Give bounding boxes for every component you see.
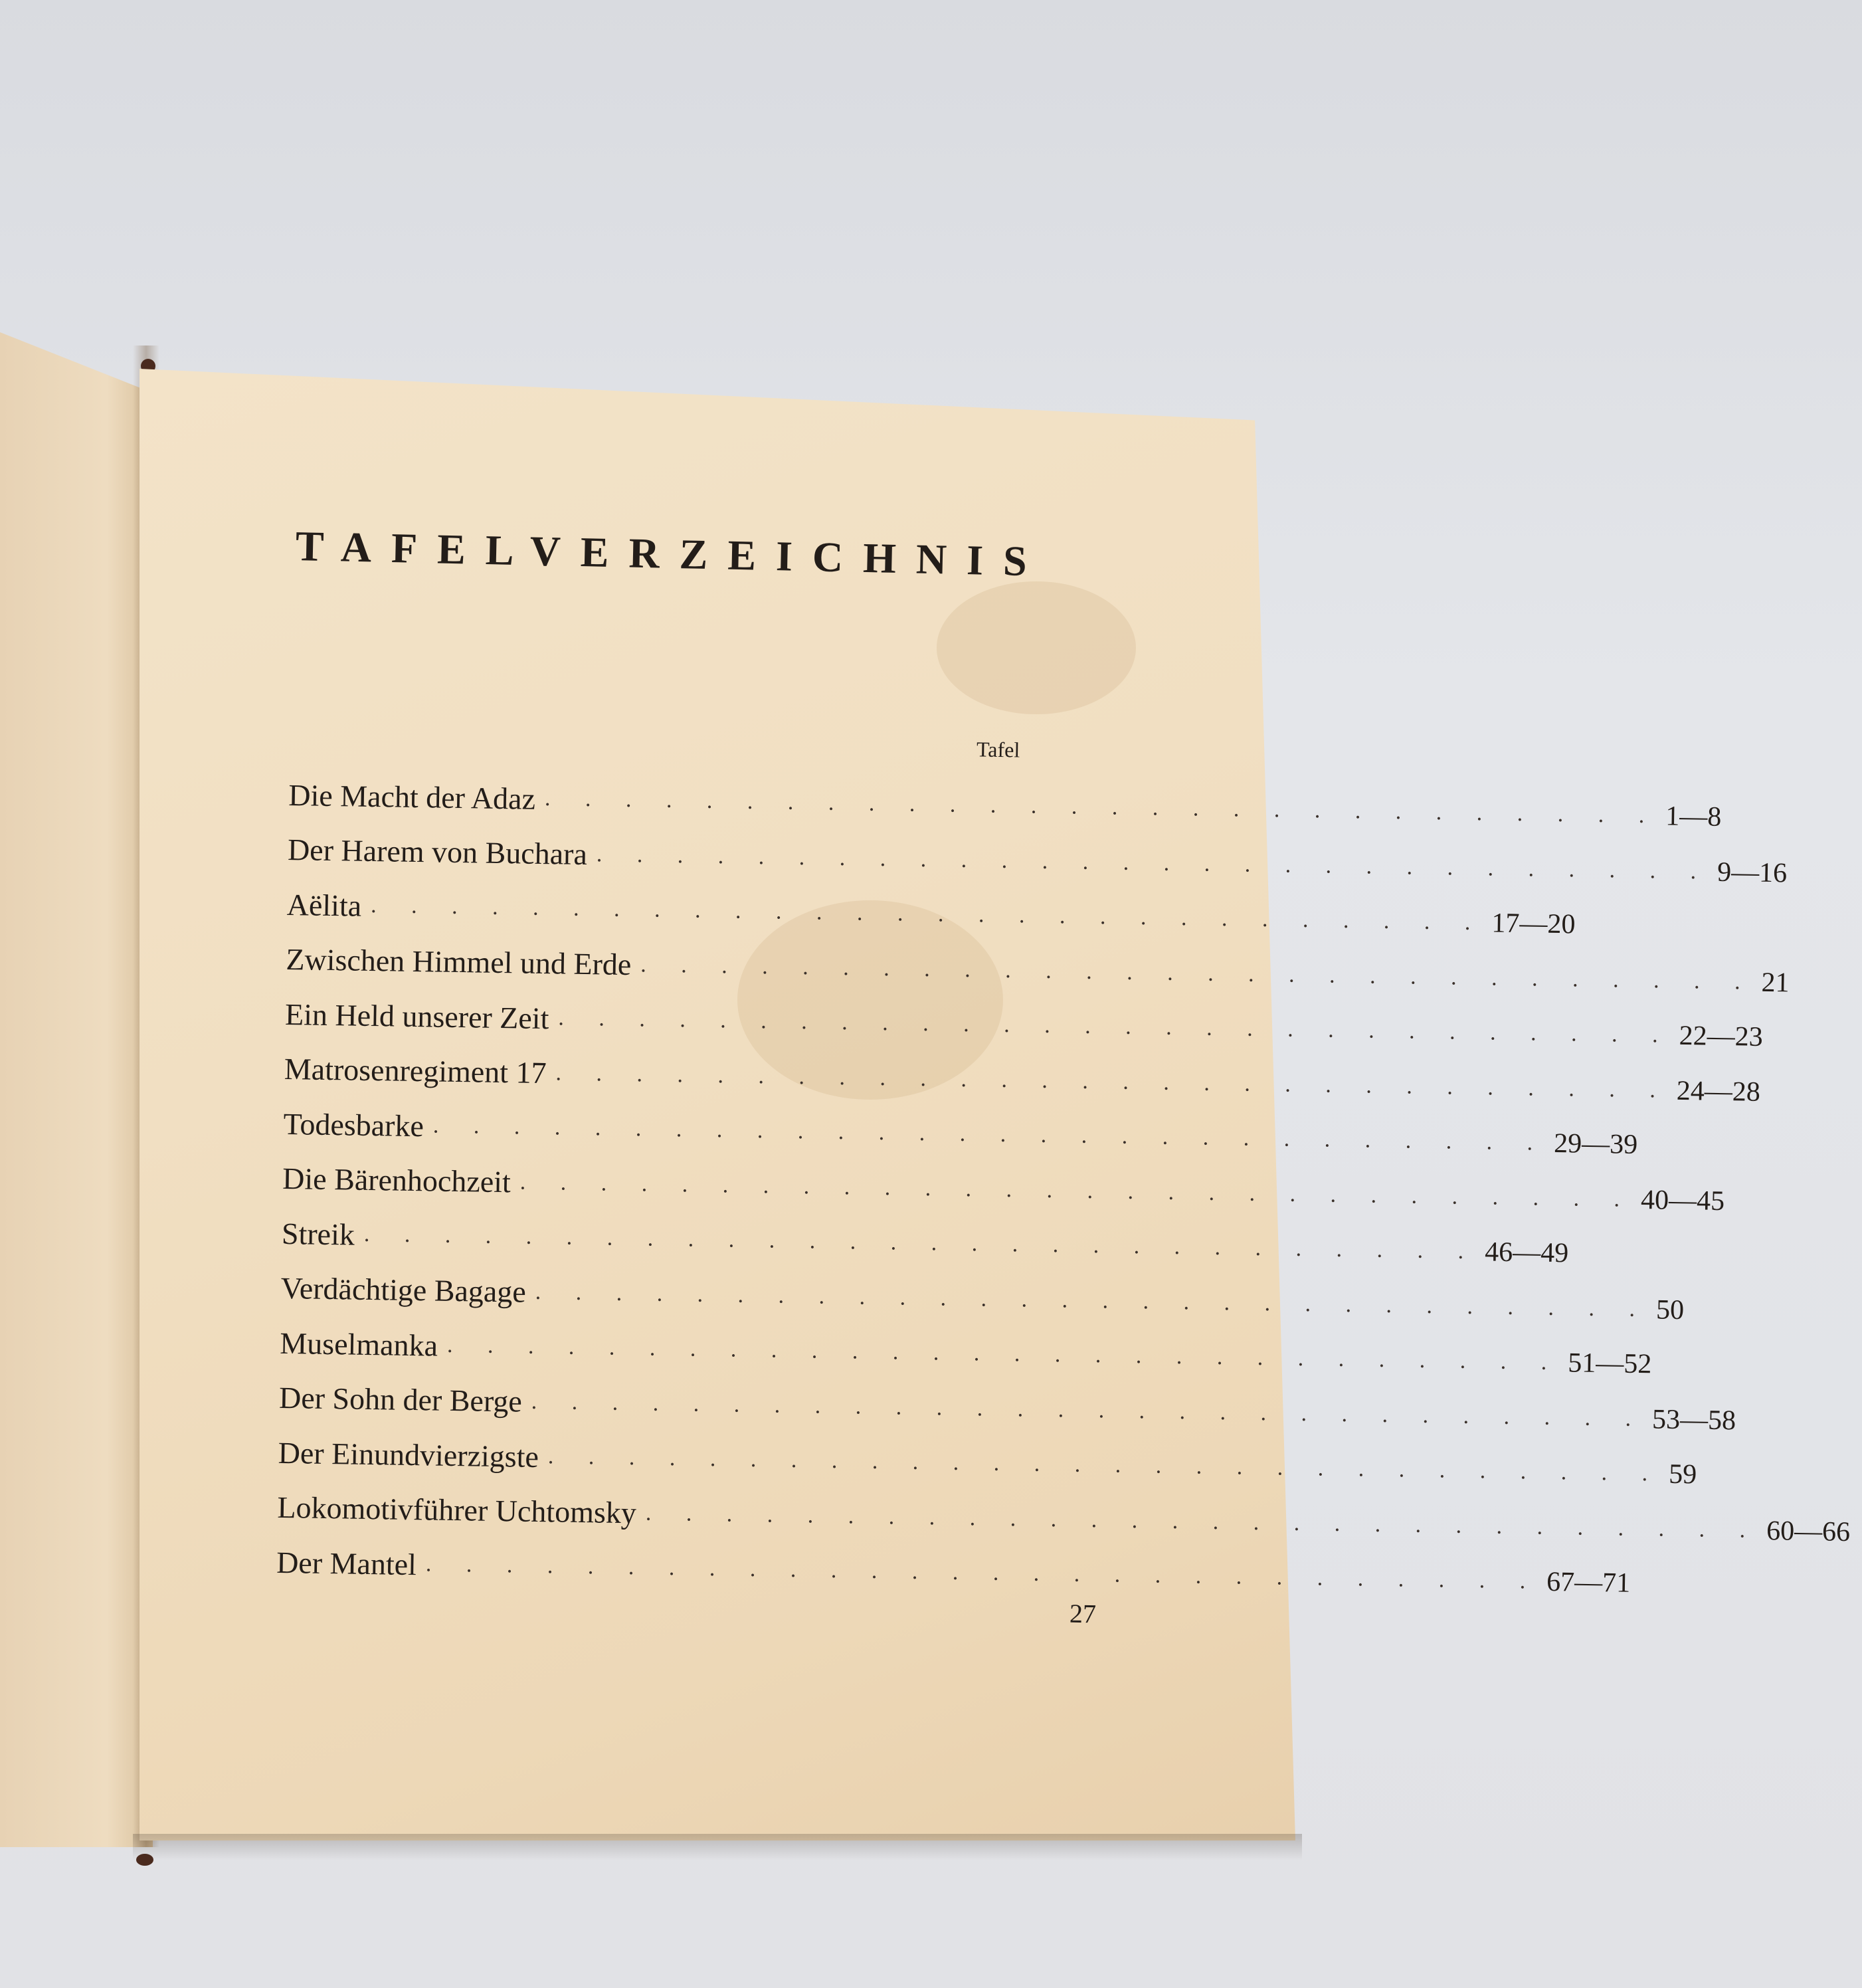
leader-dots: . . . . . . . . . . . . . . . . . . . . . . . . . . . . <box>432 1113 1548 1156</box>
entry-plates: 46—49 <box>1484 1237 1569 1269</box>
entry-plates: 29—39 <box>1553 1128 1638 1161</box>
entry-title: Todesbarke <box>283 1106 424 1143</box>
leader-dots: . . . . . . . . . . . . . . . . . . . . . . . . . . . . <box>531 1389 1646 1431</box>
entry-plates: 21 <box>1761 967 1790 999</box>
leader-dots: . . . . . . . . . . . . . . . . . . . . . . . . . . . . <box>519 1169 1635 1212</box>
left-page-edge <box>0 332 153 1847</box>
entry-plates: 24—28 <box>1676 1075 1761 1108</box>
entry-title: Streik <box>281 1216 355 1252</box>
leader-dots: . . . . . . . . . . . . . . . . . . . . . . . . . . . . <box>370 893 1485 936</box>
leader-dots: . . . . . . . . . . . . . . . . . . . . . . . . . . . . <box>640 952 1755 995</box>
page-number: 27 <box>1069 1598 1097 1629</box>
entry-plates: 59 <box>1668 1459 1697 1490</box>
leader-dots: . . . . . . . . . . . . . . . . . . . . . . . . . . . . <box>645 1500 1760 1543</box>
leader-dots: . . . . . . . . . . . . . . . . . . . . . . . . . . . . <box>425 1551 1540 1594</box>
entry-title: Der Sohn der Berge <box>278 1381 523 1419</box>
entry-plates: 60—66 <box>1766 1515 1851 1547</box>
entry-title: Aëlita <box>286 887 362 923</box>
page-content <box>140 369 1851 1840</box>
page-title: TAFELVERZEICHNIS <box>295 522 1048 585</box>
entry-title: Zwischen Himmel und Erde <box>286 942 632 982</box>
leader-dots: . . . . . . . . . . . . . . . . . . . . . . . . . . . . <box>555 1060 1671 1103</box>
leader-dots: . . . . . . . . . . . . . . . . . . . . . . . . . . . . <box>446 1333 1562 1375</box>
entry-title: Die Bärenhochzeit <box>282 1161 512 1199</box>
entry-plates: 50 <box>1655 1294 1685 1326</box>
leader-dots: . . . . . . . . . . . . . . . . . . . . . . . . . . . . <box>558 1005 1673 1048</box>
entry-title: Lokomotivführer Uchtomsky <box>277 1490 637 1530</box>
leader-dots: . . . . . . . . . . . . . . . . . . . . . . . . . . . . <box>363 1222 1479 1264</box>
leader-dots: . . . . . . . . . . . . . . . . . . . . . . . . . . . . <box>544 786 1659 829</box>
plates-column-header: Tafel <box>976 737 1020 762</box>
entry-title: Der Einundvierzigste <box>278 1435 539 1474</box>
leader-dots: . . . . . . . . . . . . . . . . . . . . . . . . . . . . <box>535 1279 1650 1322</box>
entry-plates: 67—71 <box>1546 1567 1631 1599</box>
entry-title: Ein Held unserer Zeit <box>284 997 549 1035</box>
entry-plates: 1—8 <box>1665 801 1722 833</box>
entry-title: Der Harem von Buchara <box>287 833 588 872</box>
entry-title: Die Macht der Adaz <box>288 777 536 816</box>
entry-title: Muselmanka <box>279 1326 438 1363</box>
leader-dots: . . . . . . . . . . . . . . . . . . . . . . . . . . . . <box>596 842 1711 884</box>
entry-title: Der Mantel <box>276 1545 417 1581</box>
entry-title: Matrosenregiment 17 <box>284 1052 547 1090</box>
entry-title: Verdächtige Bagage <box>280 1271 527 1309</box>
entry-plates: 53—58 <box>1651 1404 1736 1437</box>
entry-plates: 9—16 <box>1717 856 1788 889</box>
entry-plates: 51—52 <box>1567 1347 1652 1380</box>
entry-plates: 40—45 <box>1640 1184 1725 1217</box>
leader-dots: . . . . . . . . . . . . . . . . . . . . . . . . . . . . <box>547 1444 1663 1486</box>
plates-list <box>276 767 1851 1605</box>
entry-plates: 17—20 <box>1491 908 1576 940</box>
paper-stain <box>937 581 1136 714</box>
entry-plates: 22—23 <box>1679 1021 1764 1053</box>
